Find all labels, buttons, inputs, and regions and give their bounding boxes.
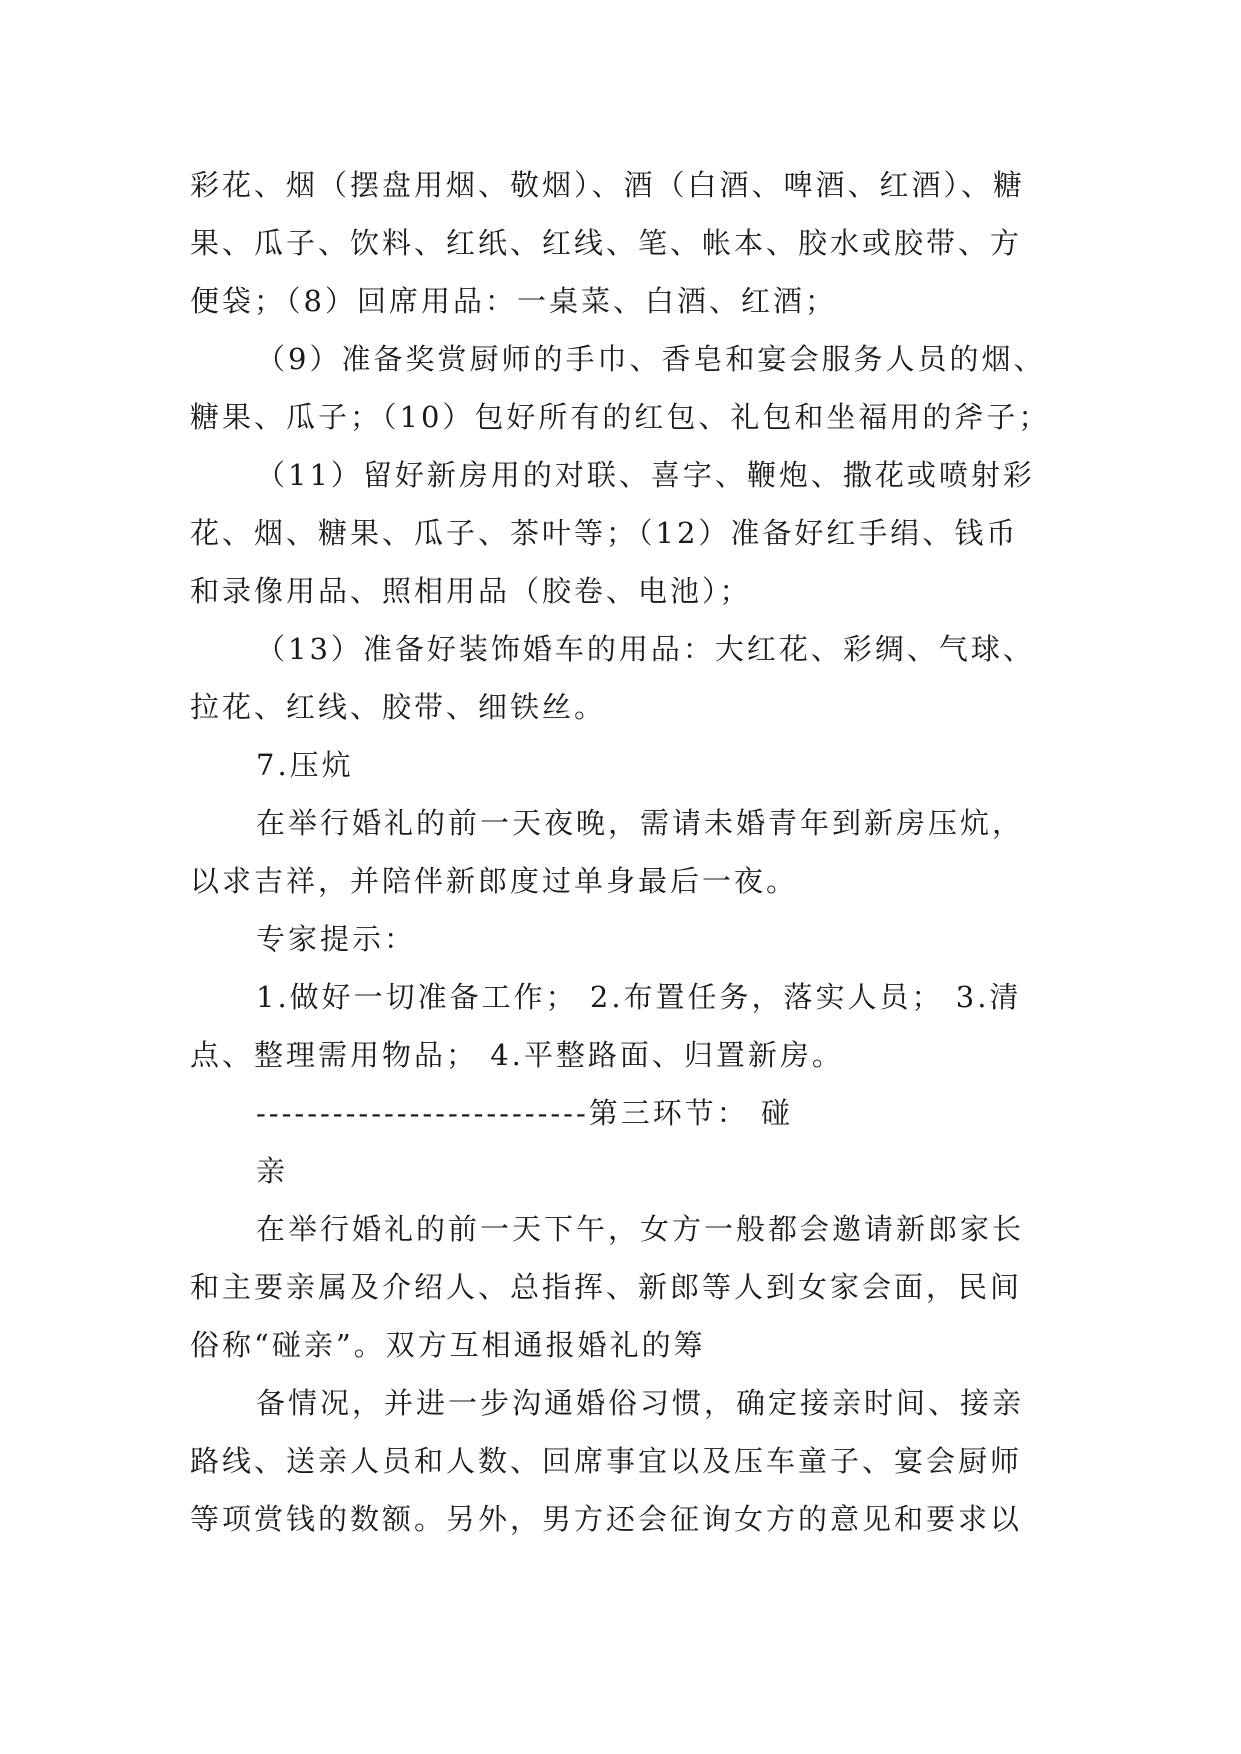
- text-line: 彩花、烟（摆盘用烟、敬烟）、酒（白酒、啤酒、红酒）、糖: [190, 168, 1026, 202]
- section-heading: 7.压炕: [256, 748, 354, 782]
- text-line: （9）准备奖赏厨师的手巾、香皂和宴会服务人员的烟、: [256, 342, 1046, 376]
- text-line: 以求吉祥，并陪伴新郎度过单身最后一夜。: [190, 864, 799, 898]
- text-line: 和录像用品、照相用品（胶卷、电池）；: [190, 574, 752, 608]
- text-line: 糖果、瓜子；（10）包好所有的红包、礼包和坐福用的斧子；: [190, 400, 1051, 434]
- text-line: 在举行婚礼的前一天夜晚，需请未婚青年到新房压炕，: [256, 806, 1025, 840]
- text-line: 1.做好一切准备工作； 2.布置任务，落实人员； 3.清: [256, 980, 1022, 1014]
- text-line: 果、瓜子、饮料、红纸、红线、笔、帐本、胶水或胶带、方: [190, 226, 1023, 260]
- text-line: 备情况，并进一步沟通婚俗习惯，确定接亲时间、接亲: [256, 1386, 1025, 1420]
- text-line: 便袋；（8）回席用品：一桌菜、白酒、红酒；: [190, 284, 837, 318]
- text-line: 路线、送亲人员和人数、回席事宜以及压车童子、宴会厨师: [190, 1444, 1023, 1478]
- text-line: 等项赏钱的数额。另外，男方还会征询女方的意见和要求以: [190, 1502, 1023, 1536]
- section-divider-continuation: 亲: [256, 1154, 289, 1188]
- text-line: 和主要亲属及介绍人、总指挥、新郎等人到女家会面，民间: [190, 1270, 1023, 1304]
- tip-heading: 专家提示：: [256, 922, 417, 956]
- section-divider: --------------------------第三环节： 碰: [256, 1096, 793, 1130]
- text-line: 俗称“碰亲”。双方互相通报婚礼的筹: [190, 1328, 706, 1362]
- text-line: 花、烟、糖果、瓜子、茶叶等；（12）准备好红手绢、钱币: [190, 516, 1019, 550]
- text-line: 点、整理需用物品； 4.平整路面、归置新房。: [190, 1038, 844, 1072]
- text-line: （13）准备好装饰婚车的用品：大红花、彩绸、气球、: [256, 632, 1035, 666]
- text-line: （11）留好新房用的对联、喜字、鞭炮、撒花或喷射彩: [256, 458, 1035, 492]
- text-line: 在举行婚礼的前一天下午，女方一般都会邀请新郎家长: [256, 1212, 1025, 1246]
- text-line: 拉花、红线、胶带、细铁丝。: [190, 690, 607, 724]
